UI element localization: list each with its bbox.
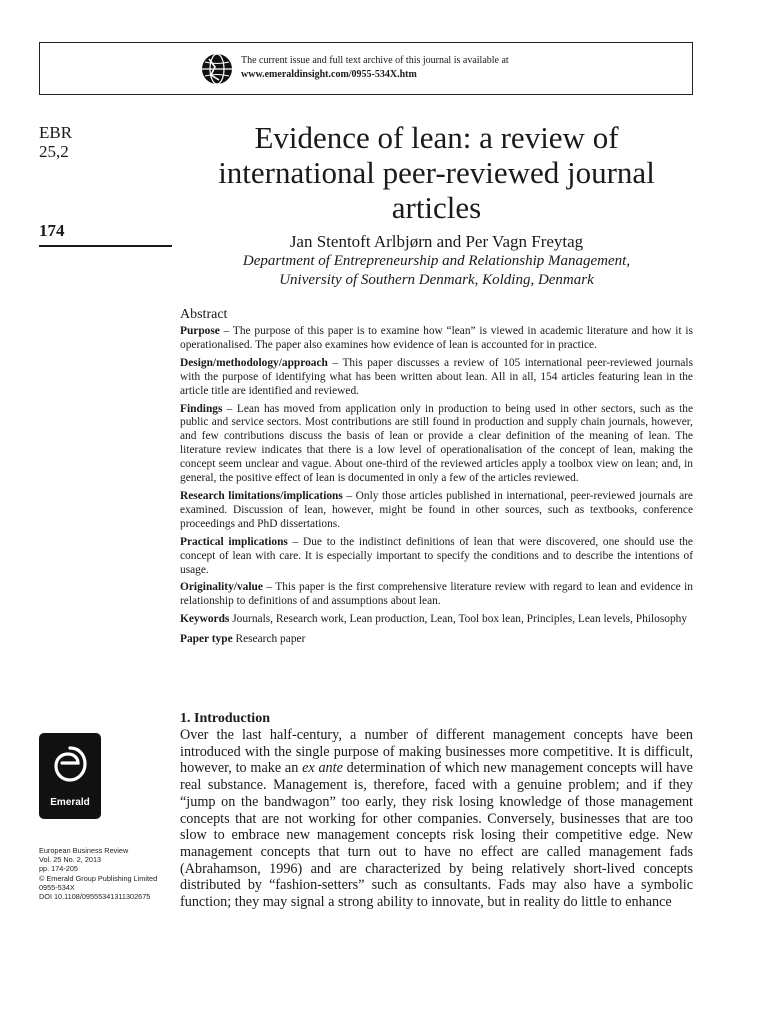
intro-italic-term: ex ante xyxy=(302,760,343,777)
emerald-logo-text: Emerald xyxy=(50,797,90,808)
paper-type-value: Research paper xyxy=(232,633,306,646)
introduction-heading: 1. Introduction xyxy=(180,711,270,726)
abstract-label: Keywords xyxy=(180,613,230,626)
paper-type-label: Paper type xyxy=(180,633,233,646)
affiliation-line-1: Department of Entrepreneurship and Relationship Management, xyxy=(242,253,631,269)
emerald-logo xyxy=(39,733,101,819)
abstract xyxy=(180,306,693,651)
journal-code xyxy=(39,123,72,161)
affiliation-line-2: University of Southern Denmark, Kolding, Denmark xyxy=(279,272,594,288)
pub-copyright: © Emerald Group Publishing Limited xyxy=(39,873,158,883)
abstract-text: – Lean has moved from application only in production to being used in other sectors, such as the public and service sectors. Most contributions are still found in production and supply chain journals, however, and few contributions discuss the basis of lean or provide a clear definition of the meaning of lean. The literature review indicates that there is a low level of operationalisation of the concept of lean, making the concept seem unclear and vague. About one-third of the reviewed articles apply a toolbox view on lean; and, in general, the positive effect of lean is documented in only a few of the articles reviewed. xyxy=(180,402,693,485)
pub-volume: Vol. 25 No. 2, 2013 xyxy=(39,855,102,865)
page-number-rule xyxy=(39,245,172,247)
abstract-originality xyxy=(180,581,693,609)
abstract-label: Findings xyxy=(180,402,223,415)
abstract-design xyxy=(180,357,693,399)
abstract-label: Research limitations/implications xyxy=(180,489,343,502)
author-affiliation xyxy=(180,252,693,290)
intro-text-start: Over the last half-century, a number of different management concepts have been introduced with the single purpose of making businesses more competitive. It is difficult, however, to make an xyxy=(180,727,693,777)
abstract-text: Journals, Research work, Lean production, Lean, Tool box lean, Principles, Lean levels, Philosophy xyxy=(229,613,688,626)
publication-info xyxy=(39,846,179,901)
archive-text xyxy=(241,54,509,82)
pub-journal: European Business Review xyxy=(39,846,129,855)
globe-icon xyxy=(201,53,233,85)
journal-abbrev: EBR xyxy=(39,123,73,142)
paper-type xyxy=(180,633,693,647)
volume-issue: 25,2 xyxy=(39,142,69,161)
abstract-label: Practical implications xyxy=(180,535,288,548)
abstract-heading: Abstract xyxy=(180,307,228,322)
abstract-text: – Due to the indistinct definitions of lean that were discovered, one should use the concept of lean with care. It is especially important to specify the conditions and to describe the intentions of usage. xyxy=(180,535,693,576)
abstract-practical xyxy=(180,536,693,578)
abstract-keywords xyxy=(180,613,693,627)
article-authors: Jan Stentoft Arlbjørn and Per Vagn Freytag xyxy=(289,232,584,251)
abstract-findings xyxy=(180,403,693,486)
abstract-label: Purpose xyxy=(180,325,220,337)
abstract-label: Originality/value xyxy=(180,581,263,594)
archive-notice: The current issue and full text archive of this journal is available at xyxy=(241,55,509,66)
emerald-logo-icon xyxy=(50,742,90,790)
abstract-text: – This paper is the first comprehensive literature review with regard to lean and evidence in relationship to definitions of and assumptions about lean. xyxy=(180,581,693,608)
intro-text-end: determination of which new management concepts will have real substance. Management is, therefore, faced with a genuine problem; and if they “jump on the bandwagon” too early, they risk losing knowledge of those management concepts that are not working for other companies. Conversely, businesses that are too slow to embrace new management concepts risk losing their competitive edge. New management concepts that turn out to have no effect are called management fads (Abrahamson, 1996) and are characterized by being relatively short-lived concepts distributed by “fashion-setters” such as consultants. Fads may also have a symbolic function; they may signal a strong ability to innovate, but in reality do little to enhance xyxy=(180,760,693,911)
abstract-text: – This paper discusses a review of 105 international peer-reviewed journals with the purpose of identifying what has been written about lean. All in all, 154 articles featuring lean in the article title are identified and reviewed. xyxy=(180,356,693,397)
journal-archive-notice xyxy=(39,42,693,95)
page-number: 174 xyxy=(39,221,65,240)
pub-issn: 0955-534X xyxy=(39,882,75,892)
abstract-purpose xyxy=(180,325,693,353)
abstract-text: – Only those articles published in international, peer-reviewed journals are examined. Discussion of lean, however, might be found in other sources, such as textbooks, conference proceedings and PhD dissertations. xyxy=(180,489,693,530)
abstract-label: Design/methodology/approach xyxy=(180,356,328,369)
abstract-limitations xyxy=(180,490,693,532)
article-title: Evidence of lean: a review of international peer-reviewed journal articles xyxy=(218,120,655,225)
pub-pages: pp. 174-205 xyxy=(39,864,78,874)
archive-url-link[interactable]: www.emeraldinsight.com/0955-534X.htm xyxy=(241,69,417,80)
introduction-body xyxy=(180,727,693,911)
introduction-section xyxy=(180,711,693,911)
pub-doi: DOI 10.1108/09555341311302675 xyxy=(39,892,151,902)
abstract-text: – The purpose of this paper is to examine how “lean” is viewed in academic literature and how it is operationalised. The paper also examines how evidence of lean is accounted for in practice. xyxy=(180,325,693,351)
